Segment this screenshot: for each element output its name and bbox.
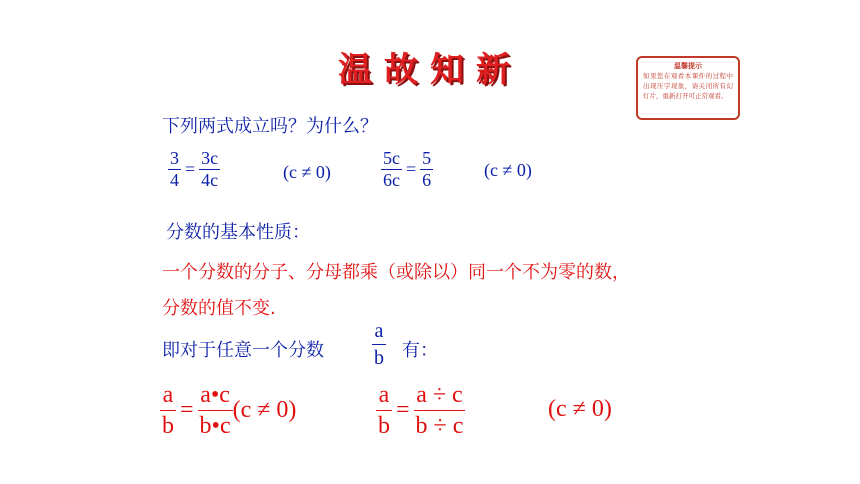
- tip-text: 如果您在观看本课件的过程中出现压字现象，请关闭所有幻灯片，重新打开可正常观看。: [643, 72, 733, 100]
- any-fraction-suffix: 有：: [402, 340, 438, 361]
- question-text: 下列两式成立吗？为什么？: [162, 116, 378, 137]
- equation-1: [168, 148, 220, 191]
- tip-title: 温馨提示: [674, 62, 702, 70]
- eq1-right-denominator: 4c: [201, 170, 219, 190]
- any-fraction: [372, 318, 386, 371]
- eq1-left-numerator: 3: [170, 148, 179, 168]
- f1-equals: =: [180, 397, 194, 423]
- f2-left-denominator: b: [378, 413, 390, 439]
- tip-box: [636, 56, 740, 120]
- f1-left-denominator: b: [162, 413, 174, 439]
- f2-right-denominator: b ÷ c: [415, 413, 464, 439]
- equation-2: [381, 148, 433, 191]
- formula-multiply: [160, 380, 296, 441]
- eq2-right-fraction: [420, 148, 433, 191]
- f2-left-numerator: a: [376, 380, 392, 411]
- f1-right-numerator: a•c: [198, 380, 233, 411]
- eq2-right-denominator: 6: [422, 170, 432, 190]
- eq1-equals: =: [185, 159, 196, 179]
- f1-right-denominator: b•c: [199, 413, 231, 439]
- eq2-left-numerator: 5c: [383, 148, 400, 168]
- eq1-condition: (c ≠ 0): [283, 162, 331, 182]
- property-line-1: 一个分数的分子、分母都乘（或除以）同一个不为零的数，: [162, 262, 630, 283]
- eq1-right-numerator: 3c: [201, 148, 219, 168]
- any-fraction-denominator: b: [374, 347, 384, 369]
- eq2-condition: (c ≠ 0): [484, 160, 532, 180]
- f1-left-numerator: a: [160, 380, 176, 411]
- any-fraction-prefix: 即对于任意一个分数: [162, 340, 324, 361]
- formula-divide: [376, 380, 465, 441]
- f2-left-fraction: [376, 380, 392, 441]
- page-title: 温故知新: [338, 50, 522, 90]
- eq2-left-denominator: 6c: [383, 170, 400, 190]
- f1-condition: (c ≠ 0): [232, 397, 297, 423]
- f2-equals: =: [396, 397, 410, 423]
- f2-right-fraction: [414, 380, 466, 441]
- any-fraction-numerator: a: [372, 318, 386, 345]
- property-label: 分数的基本性质：: [166, 222, 310, 243]
- f2-condition: (c ≠ 0): [548, 396, 612, 422]
- eq2-right-numerator: 5: [422, 148, 432, 168]
- eq1-right-fraction: [199, 148, 220, 191]
- eq2-equals: =: [406, 159, 417, 179]
- property-line-2: 分数的值不变.: [162, 298, 276, 319]
- f1-right-fraction: [198, 380, 233, 441]
- eq1-left-fraction: [168, 148, 181, 191]
- eq1-left-denominator: 4: [170, 170, 179, 190]
- f1-left-fraction: [160, 380, 176, 441]
- eq2-left-fraction: [381, 148, 402, 191]
- f2-right-numerator: a ÷ c: [414, 380, 466, 411]
